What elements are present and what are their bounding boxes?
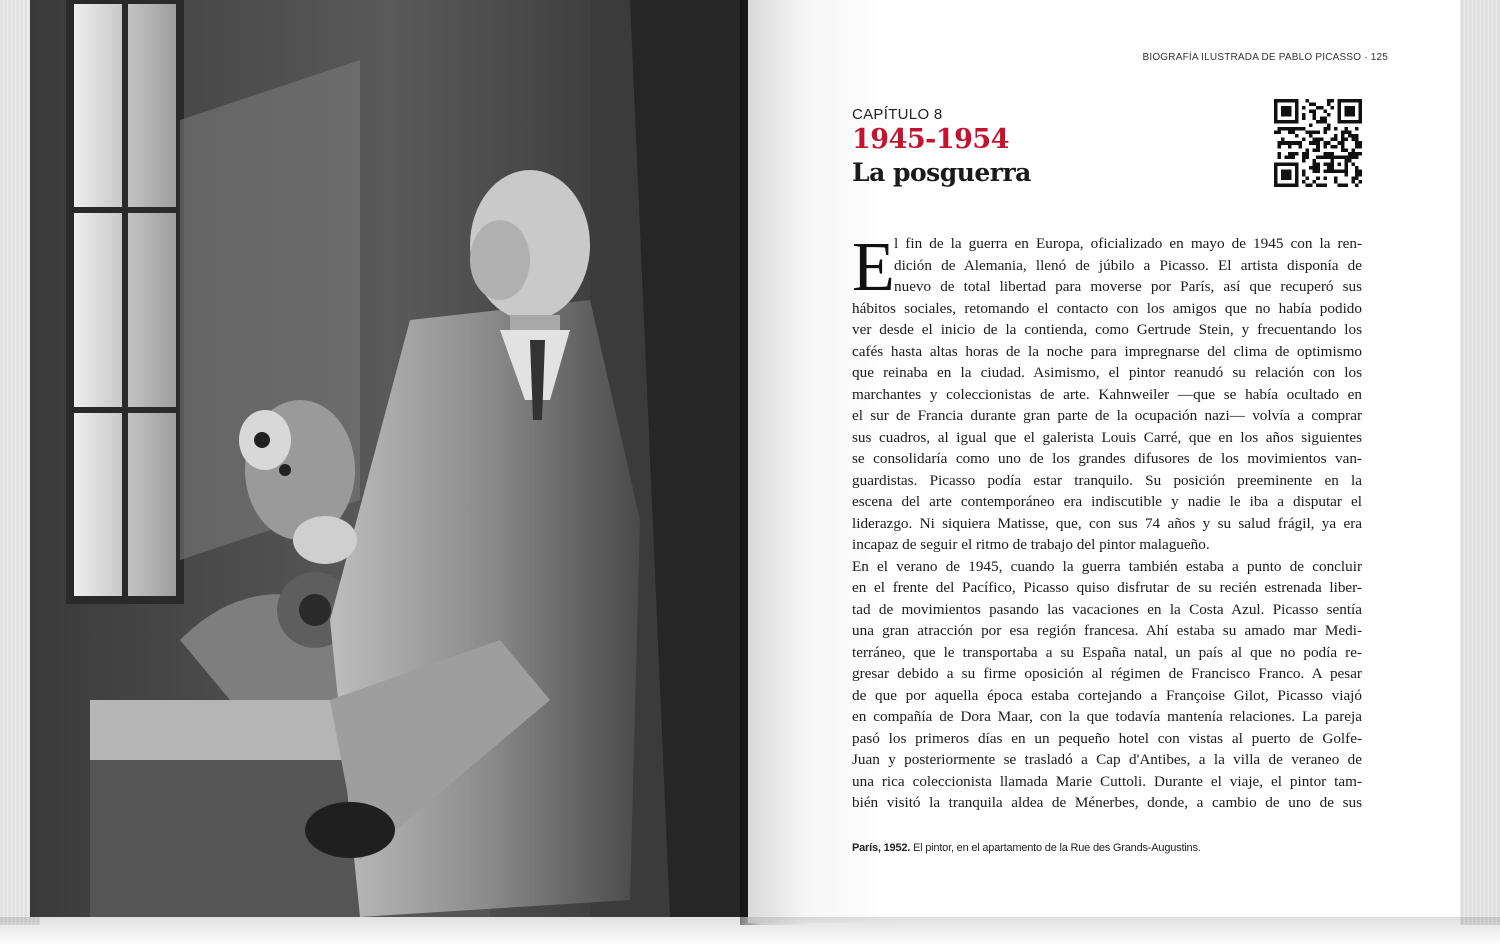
body-line: de que por aquella época estaba cortejando a Françoise Gilot, Picasso viajó [852, 686, 1362, 704]
body-line: En el verano de 1945, cuando la guerra también estaba a punto de concluir [852, 557, 1362, 575]
body-line: ver desde el inicio de la contienda, como Gertrude Stein, y frecuentando los [852, 321, 1362, 338]
caption-description: El pintor, en el apartamento de la Rue des Grands-Augustins. [910, 842, 1201, 854]
body-line: en el frente del Pacífico, Picasso quiso disfrutar de su recién estrenada liber- [852, 579, 1362, 596]
body-line: una gran atracción por esa región francesa. Ahí estaba su amado mar Medi- [852, 622, 1362, 639]
body-line: gresar debido a su firme oposición al régimen de Francisco Franco. A pesar [852, 665, 1362, 682]
body-line: Juan y posteriormente se trasladó a Cap d'Antibes, a la villa de veraneo de [852, 751, 1362, 768]
qr-code[interactable] [1274, 99, 1362, 187]
body-line: escena del arte contemporáneo era indiscutible y nadie le iba a disputar el [852, 493, 1362, 510]
body-line: sus cuadros, al igual que el galerista Louis Carré, que en los años siguientes [852, 428, 1362, 446]
body-line: bién visitó la tranquila aldea de Ménerbes, donde, a cambio de uno de sus [852, 794, 1362, 811]
body-line: dición de Alemania, llenó de júbilo a Picasso. El artista disponía de [894, 256, 1362, 274]
body-line: hábitos sociales, retomando el contacto con los amigos que no había podido [852, 299, 1362, 317]
chapter-title: La posguerra [852, 158, 1031, 187]
body-line: pasó los primeros días en un pequeño hotel con vistas al puerto de Golfe- [852, 729, 1362, 747]
body-text [852, 229, 1362, 814]
chapter-label: CAPÍTULO 8 [852, 106, 943, 123]
body-line: tad de movimientos pasando las vacaciones en la Costa Azul. Picasso sentía [852, 600, 1362, 618]
body-line: en compañía de Dora Maar, con la que todavía mantenía relaciones. La pareja [852, 708, 1362, 725]
body-line: incapaz de seguir el ritmo de trabajo del pintor malagueño. [852, 536, 1210, 553]
drop-cap: E [852, 229, 895, 306]
body-line: liderazgo. Ni siquiera Matisse, que, con sus 74 años y su salud frágil, ya era [852, 514, 1362, 532]
left-page-photo [30, 0, 750, 917]
body-line: nuevo de total libertad para moverse por París, así que recuperó sus [894, 278, 1362, 295]
bottom-shadow [0, 917, 1500, 947]
running-head: BIOGRAFÍA ILUSTRADA DE PABLO PICASSO · 125 [1142, 52, 1388, 63]
body-line: se consolidaría como uno de los grandes difusores de los movimientos van- [852, 450, 1362, 467]
page-edges-right [1460, 0, 1500, 925]
body-line: una rica coleccionista llamada Marie Cuttoli. Durante el viaje, el pintor tam- [852, 772, 1362, 790]
body-line: l fin de la guerra en Europa, oficializado en mayo de 1945 con la ren- [894, 235, 1362, 252]
body-line: terráneo, que le transportaba a su España natal, un país al que no podía re- [852, 643, 1362, 661]
body-line: cafés hasta altas horas de la noche para impregnarse del clima de optimismo [852, 342, 1362, 360]
body-line: el sur de Francia durante gran parte de la ocupación nazi— volvía a comprar [852, 407, 1362, 424]
caption-place-date: París, 1952. [852, 842, 911, 854]
chapter-years: 1945-1954 [852, 124, 1009, 155]
photo-caption [852, 842, 1201, 854]
body-line: que reinaba en la ciudad. Asimismo, el pintor reanudó su relación con los [852, 364, 1362, 381]
body-line: marchantes y coleccionistas de arte. Kahnweiler —que se había ocultado en [852, 385, 1362, 403]
portrait-photo [30, 0, 750, 917]
body-line: guardistas. Picasso podía estar tranquilo. Su posición preeminente en la [852, 471, 1362, 489]
